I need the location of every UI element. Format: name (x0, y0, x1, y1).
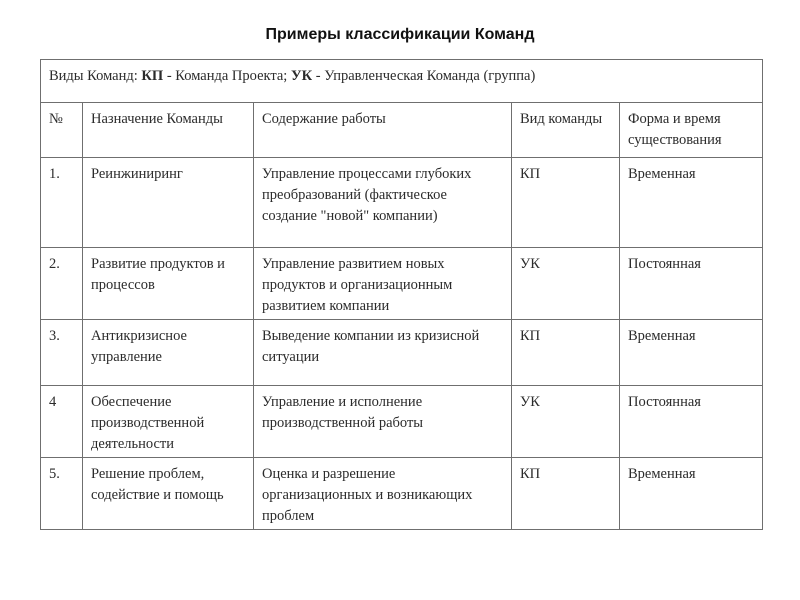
table-row (41, 248, 763, 320)
row-content: Выведение компании из кризисной ситуации (254, 320, 512, 386)
row-type: КП (512, 320, 620, 386)
row-purpose: Развитие продуктов и процессов (83, 248, 254, 320)
row-type: КП (512, 158, 620, 248)
table-row (41, 158, 763, 248)
legend-kp-abbr: КП (141, 68, 164, 84)
team-types-table (40, 59, 763, 530)
row-content: Управление развитием новых продуктов и организационным развитием компании (254, 248, 512, 320)
row-form: Временная (620, 458, 763, 530)
column-header-number: № (41, 103, 83, 158)
row-content: Управление процессами глубоких преобразований (фактическое создание "новой" компании) (254, 158, 512, 248)
row-form: Постоянная (620, 248, 763, 320)
legend-uk-text: - Управленческая Команда (группа) (312, 68, 536, 84)
row-type: УК (512, 386, 620, 458)
legend-cell (41, 60, 763, 103)
row-content: Управление и исполнение производственной работы (254, 386, 512, 458)
column-header-type: Вид команды (512, 103, 620, 158)
row-content: Оценка и разрешение организационных и возникающих проблем (254, 458, 512, 530)
legend-row (41, 60, 763, 103)
legend-kp-text: - Команда Проекта; (163, 68, 291, 84)
row-form: Временная (620, 158, 763, 248)
table-row (41, 386, 763, 458)
row-form: Временная (620, 320, 763, 386)
row-purpose: Реинжиниринг (83, 158, 254, 248)
row-purpose: Обеспечение производственной деятельности (83, 386, 254, 458)
row-type: КП (512, 458, 620, 530)
row-number: 2. (41, 248, 83, 320)
row-number: 5. (41, 458, 83, 530)
row-number: 4 (41, 386, 83, 458)
legend-prefix: Виды Команд: (49, 68, 142, 84)
column-header-purpose: Назначение Команды (83, 103, 254, 158)
legend-uk-abbr: УК (290, 68, 313, 84)
table-row (41, 458, 763, 530)
row-purpose: Решение проблем, содействие и помощь (83, 458, 254, 530)
row-number: 3. (41, 320, 83, 386)
column-header-content: Содержание работы (254, 103, 512, 158)
row-number: 1. (41, 158, 83, 248)
column-header-form: Форма и время существования (620, 103, 763, 158)
page-title: Примеры классификации Команд (265, 26, 535, 43)
table-row (41, 320, 763, 386)
header-row (41, 103, 763, 158)
row-type: УК (512, 248, 620, 320)
row-purpose: Антикризисное управление (83, 320, 254, 386)
row-form: Постоянная (620, 386, 763, 458)
